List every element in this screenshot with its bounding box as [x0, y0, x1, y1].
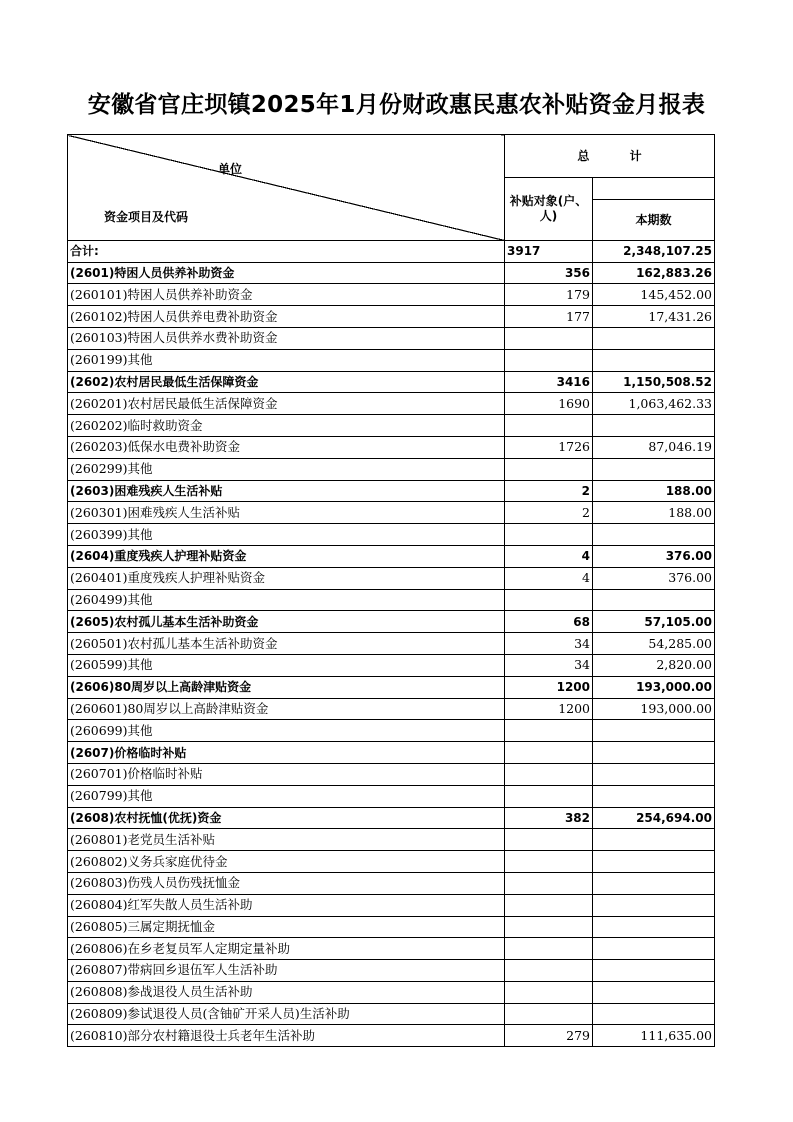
- amount-cell: [593, 938, 715, 960]
- item-name-cell: (260810)部分农村籍退役士兵老年生活补助: [68, 1025, 505, 1047]
- amount-cell: 54,285.00: [593, 633, 715, 655]
- amount-cell: [593, 415, 715, 437]
- item-name-cell: (260201)农村居民最低生活保障资金: [68, 393, 505, 415]
- table-row: [68, 393, 715, 415]
- item-name-cell: (260102)特困人员供养电费补助资金: [68, 306, 505, 328]
- count-cell: [505, 589, 593, 611]
- item-name-cell: (260804)红军失散人员生活补助: [68, 894, 505, 916]
- count-cell: 4: [505, 567, 593, 589]
- amount-cell: 193,000.00: [593, 698, 715, 720]
- table-row: [68, 306, 715, 328]
- total-header: 总 计: [505, 135, 715, 178]
- count-cell: [505, 327, 593, 349]
- count-cell: [505, 1003, 593, 1025]
- amount-cell: [593, 589, 715, 611]
- amount-cell: 254,694.00: [593, 807, 715, 829]
- item-name-cell: 合计:: [68, 240, 505, 262]
- count-cell: [505, 916, 593, 938]
- amount-cell: [593, 763, 715, 785]
- table-row: [68, 524, 715, 546]
- table-row: [68, 240, 715, 262]
- item-name-cell: (260401)重度残疾人护理补贴资金: [68, 567, 505, 589]
- amount-cell: 2,348,107.25: [593, 240, 715, 262]
- count-cell: 179: [505, 284, 593, 306]
- table-row: [68, 785, 715, 807]
- item-name-cell: (260203)低保水电费补助资金: [68, 436, 505, 458]
- count-header: 补贴对象(户、人): [505, 178, 593, 241]
- table-row: [68, 589, 715, 611]
- table-row: [68, 763, 715, 785]
- table-row: [68, 720, 715, 742]
- item-name-cell: (2601)特困人员供养补助资金: [68, 262, 505, 284]
- period-header: 本期数: [593, 199, 715, 240]
- table-row: [68, 698, 715, 720]
- table-row: [68, 284, 715, 306]
- amount-cell: [593, 524, 715, 546]
- amount-cell: 193,000.00: [593, 676, 715, 698]
- count-cell: 382: [505, 807, 593, 829]
- item-name-cell: (260499)其他: [68, 589, 505, 611]
- item-label: 资金项目及代码: [104, 210, 189, 224]
- count-cell: [505, 763, 593, 785]
- amount-cell: 111,635.00: [593, 1025, 715, 1047]
- item-name-cell: (2604)重度残疾人护理补贴资金: [68, 545, 505, 567]
- count-cell: 1200: [505, 676, 593, 698]
- count-cell: [505, 981, 593, 1003]
- table-row: [68, 894, 715, 916]
- table-row: [68, 742, 715, 764]
- amount-cell: 87,046.19: [593, 436, 715, 458]
- blank-header-cell: [593, 178, 715, 200]
- table-row: [68, 567, 715, 589]
- table-row: [68, 654, 715, 676]
- amount-cell: 376.00: [593, 545, 715, 567]
- table-row: [68, 676, 715, 698]
- amount-cell: 17,431.26: [593, 306, 715, 328]
- count-cell: 1200: [505, 698, 593, 720]
- amount-cell: [593, 960, 715, 982]
- amount-cell: [593, 327, 715, 349]
- table-row: [68, 851, 715, 873]
- table-row: [68, 458, 715, 480]
- item-name-cell: (260699)其他: [68, 720, 505, 742]
- amount-cell: 2,820.00: [593, 654, 715, 676]
- amount-cell: [593, 829, 715, 851]
- table-row: [68, 545, 715, 567]
- count-cell: [505, 785, 593, 807]
- table-row: [68, 480, 715, 502]
- count-cell: 2: [505, 502, 593, 524]
- count-cell: [505, 872, 593, 894]
- amount-cell: [593, 349, 715, 371]
- table-row: [68, 327, 715, 349]
- table-row: [68, 916, 715, 938]
- subsidy-report-table: [67, 134, 715, 1047]
- amount-cell: [593, 785, 715, 807]
- item-name-cell: (2603)困难残疾人生活补贴: [68, 480, 505, 502]
- count-cell: 4: [505, 545, 593, 567]
- item-name-cell: (2602)农村居民最低生活保障资金: [68, 371, 505, 393]
- count-cell: [505, 524, 593, 546]
- item-name-cell: (260103)特困人员供养水费补助资金: [68, 327, 505, 349]
- table-row: [68, 611, 715, 633]
- amount-cell: [593, 742, 715, 764]
- amount-cell: 1,063,462.33: [593, 393, 715, 415]
- count-cell: [505, 829, 593, 851]
- report-title: 安徽省官庄坝镇2025年1月份财政惠民惠农补贴资金月报表: [87, 92, 706, 118]
- item-name-cell: (260202)临时救助资金: [68, 415, 505, 437]
- amount-cell: 188.00: [593, 502, 715, 524]
- item-name-cell: (260802)义务兵家庭优待金: [68, 851, 505, 873]
- table-row: [68, 502, 715, 524]
- amount-cell: 145,452.00: [593, 284, 715, 306]
- table-row: [68, 807, 715, 829]
- count-cell: 3416: [505, 371, 593, 393]
- amount-cell: [593, 872, 715, 894]
- table-row: [68, 829, 715, 851]
- item-name-cell: (260701)价格临时补贴: [68, 763, 505, 785]
- item-name-cell: (260803)伤残人员伤残抚恤金: [68, 872, 505, 894]
- item-name-cell: (260806)在乡老复员军人定期定量补助: [68, 938, 505, 960]
- count-cell: [505, 720, 593, 742]
- amount-cell: 1,150,508.52: [593, 371, 715, 393]
- table-row: [68, 1025, 715, 1047]
- count-cell: [505, 415, 593, 437]
- item-name-cell: (260301)困难残疾人生活补贴: [68, 502, 505, 524]
- amount-cell: [593, 894, 715, 916]
- item-name-cell: (260801)老党员生活补贴: [68, 829, 505, 851]
- item-name-cell: (260501)农村孤儿基本生活补助资金: [68, 633, 505, 655]
- amount-cell: [593, 1003, 715, 1025]
- item-name-cell: (260809)参试退役人员(含铀矿开采人员)生活补助: [68, 1003, 505, 1025]
- item-name-cell: (2608)农村抚恤(优抚)资金: [68, 807, 505, 829]
- count-cell: [505, 458, 593, 480]
- count-cell: 2: [505, 480, 593, 502]
- item-name-cell: (2605)农村孤儿基本生活补助资金: [68, 611, 505, 633]
- unit-label: 单位: [218, 162, 243, 176]
- amount-cell: [593, 458, 715, 480]
- table-row: [68, 938, 715, 960]
- item-name-cell: (260601)80周岁以上高龄津贴资金: [68, 698, 505, 720]
- count-cell: [505, 894, 593, 916]
- count-cell: 34: [505, 654, 593, 676]
- item-name-cell: (2607)价格临时补贴: [68, 742, 505, 764]
- count-cell: [505, 851, 593, 873]
- count-cell: 1690: [505, 393, 593, 415]
- item-name-cell: (260805)三属定期抚恤金: [68, 916, 505, 938]
- amount-cell: 188.00: [593, 480, 715, 502]
- item-name-cell: (2606)80周岁以上高龄津贴资金: [68, 676, 505, 698]
- header-row-total: [68, 135, 715, 178]
- count-cell: 279: [505, 1025, 593, 1047]
- table-row: [68, 960, 715, 982]
- table-row: [68, 371, 715, 393]
- amount-cell: [593, 851, 715, 873]
- count-cell: [505, 349, 593, 371]
- count-cell: 34: [505, 633, 593, 655]
- amount-cell: 376.00: [593, 567, 715, 589]
- table-row: [68, 436, 715, 458]
- item-name-cell: (260599)其他: [68, 654, 505, 676]
- item-name-cell: (260199)其他: [68, 349, 505, 371]
- table-row: [68, 415, 715, 437]
- amount-cell: 57,105.00: [593, 611, 715, 633]
- table-row: [68, 1003, 715, 1025]
- amount-cell: [593, 916, 715, 938]
- item-name-cell: (260399)其他: [68, 524, 505, 546]
- table-row: [68, 633, 715, 655]
- table-row: [68, 262, 715, 284]
- count-cell: 356: [505, 262, 593, 284]
- count-cell: [505, 960, 593, 982]
- amount-cell: [593, 720, 715, 742]
- count-cell: 177: [505, 306, 593, 328]
- item-name-cell: (260799)其他: [68, 785, 505, 807]
- count-cell: [505, 742, 593, 764]
- amount-cell: [593, 981, 715, 1003]
- item-name-cell: (260808)参战退役人员生活补助: [68, 981, 505, 1003]
- table-row: [68, 981, 715, 1003]
- count-cell: [505, 938, 593, 960]
- table-row: [68, 872, 715, 894]
- amount-cell: 162,883.26: [593, 262, 715, 284]
- item-name-cell: (260807)带病回乡退伍军人生活补助: [68, 960, 505, 982]
- count-cell: 1726: [505, 436, 593, 458]
- item-name-cell: (260101)特困人员供养补助资金: [68, 284, 505, 306]
- diagonal-header-cell: [68, 135, 505, 241]
- count-cell: 68: [505, 611, 593, 633]
- table-row: [68, 349, 715, 371]
- item-name-cell: (260299)其他: [68, 458, 505, 480]
- count-cell: 3917: [505, 240, 593, 262]
